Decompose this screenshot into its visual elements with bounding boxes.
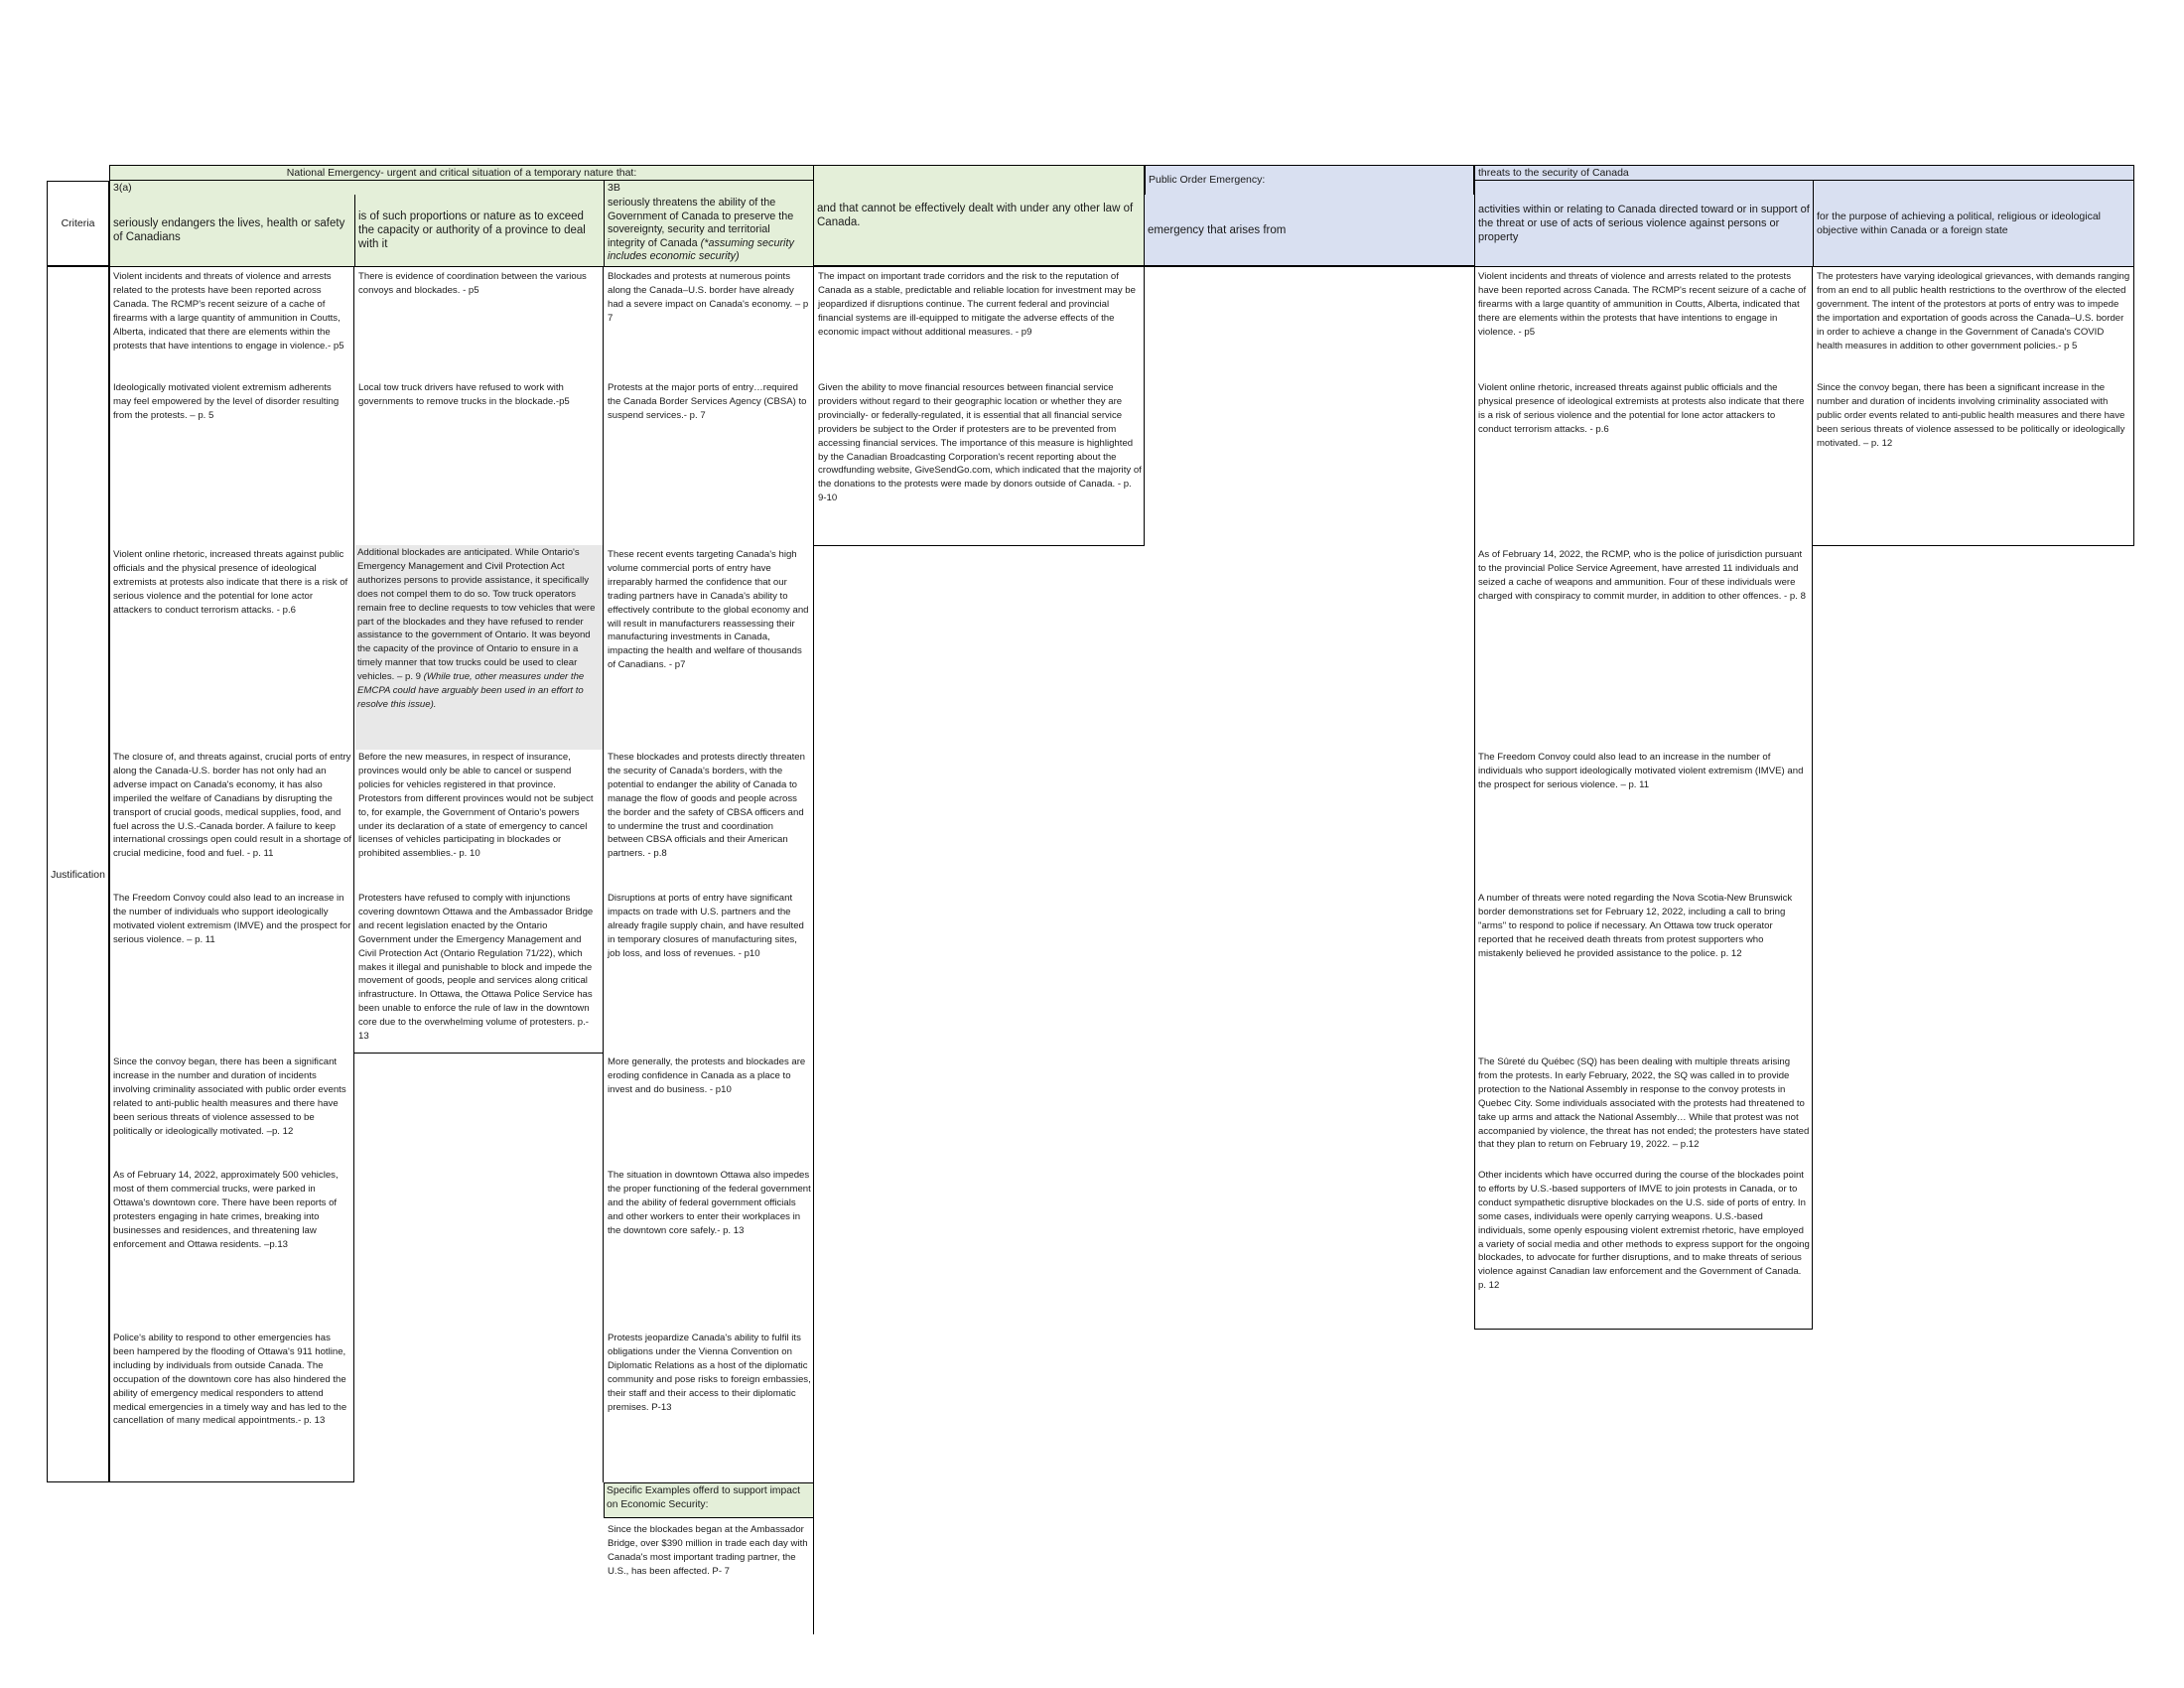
justification-column-provincial [354,266,604,1482]
justification-lives-item-8: Police's ability to respond to other emergencies has been hampered by the flooding of Ottawa's 911 hotline, including by individuals from outside Canada. The occupation of the downtown core has also hindered the ability of emergency medical responders to attend medical emergencies in a timely way and has led to the cancellation of many medical appointments.- p. 13 [113,1333,347,1427]
justification-lives-item-3: Violent online rhetoric, increased threats against public officials and the physical presence of ideological extremists at protests also indicate that there is a risk of serious violence and the potential for lone actor attackers to conduct terrorism attacks. - p.6 [113,549,348,616]
tow-truck-text: Additional blockades are anticipated. While Ontario's Emergency Management and Civil Protection Act authorizes persons to provide assistance, it specifically does not compel them to do so. Tow truck operators remain free to decline requests to tow vehicles that were part of the blockades and they have refused to render assistance to the government of Ontario. It was beyond the capacity of the province of Ontario to ensure in a timely manner that tow trucks could be used to clear vehicles. – p. 9 [357,547,596,683]
justification-violence-item-4: The Freedom Convoy could also lead to an increase in the number of individuals who support ideologically motivated violent extremism (IMVE) and the prospect for serious violence. – p. 11 [1478,752,1804,790]
justification-violence-item-2: Violent online rhetoric, increased threats against public officials and the physical presence of ideological extremists at protests also indicate that there is a risk of serious violence and the potential for lone actor attackers to conduct terrorism attacks. - p.6 [1478,382,1805,435]
criteria-emergency-arises-from: emergency that arises from [1145,195,1474,266]
criteria-row-label: Criteria [47,181,109,266]
justification-ideological-item-2: Since the convoy began, there has been a significant increase in the number and duration of incidents involving criminality associated with public order events related to anti-public health measures and there have been serious threats of violence assessed to be politically or ideologically motivated. – p. 12 [1817,382,2125,449]
threats-header: threats to the security of Canada [1474,165,2134,181]
justification-provincial-item-5: Protesters have refused to comply with injunctions covering downtown Ottawa and the Ambassador Bridge and recent legislation enacted by the Ontario Government under the Emergency Management and Civil Protection Act (Ontario Regulation 71/22), which makes it illegal and punishable to block and impede the movement of goods, people and services along critical infrastructure. In Ottawa, the Ottawa Police Service has been unable to enforce the rule of law in the downtown core due to the overwhelming volume of protesters. p.- 13 [358,893,594,1043]
justification-lives-item-2: Ideologically motivated violent extremism adherents may feel empowered by the level of disorder resulting from the protests. – p. 5 [113,382,340,421]
justification-sovereignty-item-3: These recent events targeting Canada's high volume commercial ports of entry have irreparably harmed the confidence that our trading partners have in Canada's ability to effectively contribute to the global economy and will result in manufacturers reassessing their manufacturing investments in Canada, impacting the health and welfare of thousands of Canadians. - p7 [608,549,809,671]
justification-provincial-item-1: There is evidence of coordination between the various convoys and blockades. - p5 [358,271,587,296]
criteria-endangers-lives: seriously endangers the lives, health or safety of Canadians [109,195,354,266]
tow-truck-comment: (While true, other measures under the EMCPA could have arguably been used in an effort to resolve this issue). [357,671,585,710]
justification-sovereignty-item-4: These blockades and protests directly threaten the security of Canada's borders, with the potential to endanger the ability of Canada to manage the flow of goods and people across the border and the safety of CBSA officers and to undermine the trust and coordination between CBSA officials and their American partners. - p.8 [608,752,805,860]
section-3a-label: 3(a) [109,181,604,195]
justification-lives-item-4: The closure of, and threats against, crucial ports of entry along the Canada-U.S. border has not only had an adverse impact on Canada's economy, it has also imperiled the welfare of Canadians by disrupting the transport of crucial goods, medical supplies, food, and fuel across the U.S.-Canada border. A failure to keep international crossings open could result in a shortage of crucial medicine, food and fuel. - p. 11 [113,752,351,860]
justification-lives-item-1: Violent incidents and threats of violence and arrests related to the protests have been reported across Canada. The RCMP's recent seizure of a cache of firearms with a large quantity of ammunition in Coutts, Alberta, indicated that there are elements within the protests that have intentions to engage in violence.- p5 [113,271,344,352]
justification-lives-item-7: As of February 14, 2022, approximately 500 vehicles, most of them commercial trucks, were parked in Ottawa's downtown core. There have been reports of protesters engaging in hate crimes, breaking into businesses and residences, and threatening law enforcement and Ottawa residents. –p.13 [113,1170,339,1250]
economic-security-example-1: Since the blockades began at the Ambassador Bridge, over $390 million in trade each day with Canada's most important trading partner, the U.S., has been affected. P- 7 [608,1524,808,1577]
section-3b-label: 3B [604,181,814,195]
criteria-economic-security-note: (*assuming security includes economic security) [608,236,794,262]
justification-sovereignty-item-1: Blockades and protests at numerous points along the Canada–U.S. border have already had a severe impact on Canada's economy. – p 7 [608,271,809,324]
justification-no-other-law-item-2: Given the ability to move financial resources between financial service providers without regard to their geographic location or whether they are provincially- or federally-regulated, it is essential that all financial service providers be subject to the Order if protesters are to be prevented from accessing financial services. The importance of this measure is highlighted by the Canadian Broadcasting Corporation's recent reporting about the crowdfunding website, GiveSendGo.com, which indicated that the majority of the donations to the protests were made by donors outside of Canada. - p. 9-10 [818,382,1142,504]
justification-column-lives [109,266,354,1482]
justification-sovereignty-item-2: Protests at the major ports of entry…required the Canada Border Services Agency (CBSA) to suspend services.- p. 7 [608,382,807,421]
justification-sovereignty-item-7: The situation in downtown Ottawa also impedes the proper functioning of the federal government and the ability of federal government officials and other workers to enter their workplaces in the downtown core safely.- p. 13 [608,1170,811,1236]
justification-violence-item-3: As of February 14, 2022, the RCMP, who is the police of jurisdiction pursuant to the provincial Police Service Agreement, have arrested 11 individuals and seized a cache of weapons and ammunition. Four of these individuals were charged with conspiracy to commit murder, in addition to other offences. - p. 8 [1478,549,1806,602]
justification-sovereignty-item-8: Protests jeopardize Canada's ability to fulfil its obligations under the Vienna Convention on Diplomatic Relations as a host of the diplomatic community and pose risks to foreign embassies, their staff and their access to their diplomatic premises. P-13 [608,1333,811,1413]
public-order-emergency-header: Public Order Emergency: [1145,165,1474,264]
criteria-ideological-objective: for the purpose of achieving a political, religious or ideological objective within Canada or a foreign state [1813,181,2134,266]
provincial-column-end-line [354,1053,604,1054]
justification-provincial-item-3 [355,545,603,750]
justification-provincial-item-4: Before the new measures, in respect of insurance, provinces would only be able to cancel or suspend policies for vehicles registered in that province. Protestors from different provinces would not be subject to, for example, the Government of Ontario's powers under its declaration of a state of emergency to cancel licenses of vehicles participating in blockades or prohibited assemblies.- p. 10 [358,752,594,860]
criteria-serious-violence: activities within or relating to Canada directed toward or in support of the threat or use of acts of serious violence against persons or property [1474,181,1813,266]
justification-ideological-item-1: The protesters have varying ideological grievances, with demands ranging from an end to all public health restrictions to the overthrow of the elected government. The intent of the protestors at ports of entry was to impede the importation and exportation of goods across the Canada–U.S. border in order to achieve a change in the Government of Canada's COVID health measures in addition to other government policies.- p 5 [1817,271,2130,352]
economic-security-examples-header: Specific Examples offerd to support impact on Economic Security: [604,1482,814,1518]
criteria-sovereignty-text: seriously threatens the ability of the Government of Canada to preserve the sovereignty, security and territorial integrity of Canada [608,197,794,249]
criteria-threatens-sovereignty [604,195,814,266]
justification-sovereignty-item-6: More generally, the protests and blockades are eroding confidence in Canada as a place to invest and do business. - p10 [608,1056,806,1095]
justification-violence-item-6: The Sûreté du Québec (SQ) has been dealing with multiple threats arising from the protests. In early February, 2022, the SQ was called in to provide protection to the National Assembly in response to the convoy protests in Quebec City. Some individuals associated with the protests had threatened to take up arms and attack the National Assembly… While that protest was not accompanied by violence, the threat has not ended; the protesters have stated that they plan to return on February 19, 2022. – p.12 [1478,1056,1810,1151]
justification-lives-item-6: Since the convoy began, there has been a significant increase in the number and duration of incidents involving criminality associated with public order events related to anti-public health measures and there have been serious threats of violence assessed to be politically or ideologically motivated. –p. 12 [113,1056,346,1137]
justification-violence-item-1: Violent incidents and threats of violence and arrests related to the protests have been reported across Canada. The RCMP's recent seizure of a cache of firearms with a large quantity of ammunition in Coutts, Alberta, indicated that there are elements within the protests that have intentions to engage in violence. - p5 [1478,271,1807,338]
criteria-exceeds-provincial-capacity: is of such proportions or nature as to exceed the capacity or authority of a province to deal with it [354,195,604,266]
justification-provincial-item-2: Local tow truck drivers have refused to work with governments to remove trucks in the blockade.-p5 [358,382,570,407]
criteria-no-other-law: and that cannot be effectively dealt with under any other law of Canada. [814,165,1145,266]
justification-violence-item-5: A number of threats were noted regarding the Nova Scotia-New Brunswick border demonstrations set for February 12, 2022, including a call to bring "arms" to respond to police if necessary. An Ottawa tow truck operator reported that he received death threats from protest supporters who mistakenly believed he provided assistance to the police. p. 12 [1478,893,1793,959]
justification-row-label: Justification [47,266,109,1482]
national-emergency-header: National Emergency- urgent and critical situation of a temporary nature that: [109,165,814,181]
justification-violence-item-7: Other incidents which have occurred during the course of the blockades point to efforts by U.S.-based supporters of IMVE to join protests in Canada, or to conduct sympathetic disruptive blockades on the U.S. side of ports of entry. In some cases, individuals were openly carrying weapons. U.S.-based individuals, some openly espousing violent extremist rhetoric, have employed a variety of social media and other methods to express support for the ongoing blockades, to advocate for further disruptions, and to make threats of serious violence against Canadian law enforcement and the Government of Canada. p. 12 [1478,1170,1810,1292]
justification-sovereignty-item-5: Disruptions at ports of entry have significant impacts on trade with U.S. partners and the already fragile supply chain, and have resulted in temporary closures of manufacturing sites, job loss, and loss of revenues. - p10 [608,893,804,959]
justification-lives-item-5: The Freedom Convoy could also lead to an increase in the number of individuals who support ideologically motivated violent extremism (IMVE) and the prospect for serious violence. – p. 11 [113,893,351,945]
justification-no-other-law-item-1: The impact on important trade corridors and the risk to the reputation of Canada as a stable, predictable and reliable location for investment may be jeopardized if disruptions continue. The current federal and provincial financial systems are ill-equipped to mitigate the adverse effects of the economic impact without additional measures. - p9 [818,271,1136,338]
